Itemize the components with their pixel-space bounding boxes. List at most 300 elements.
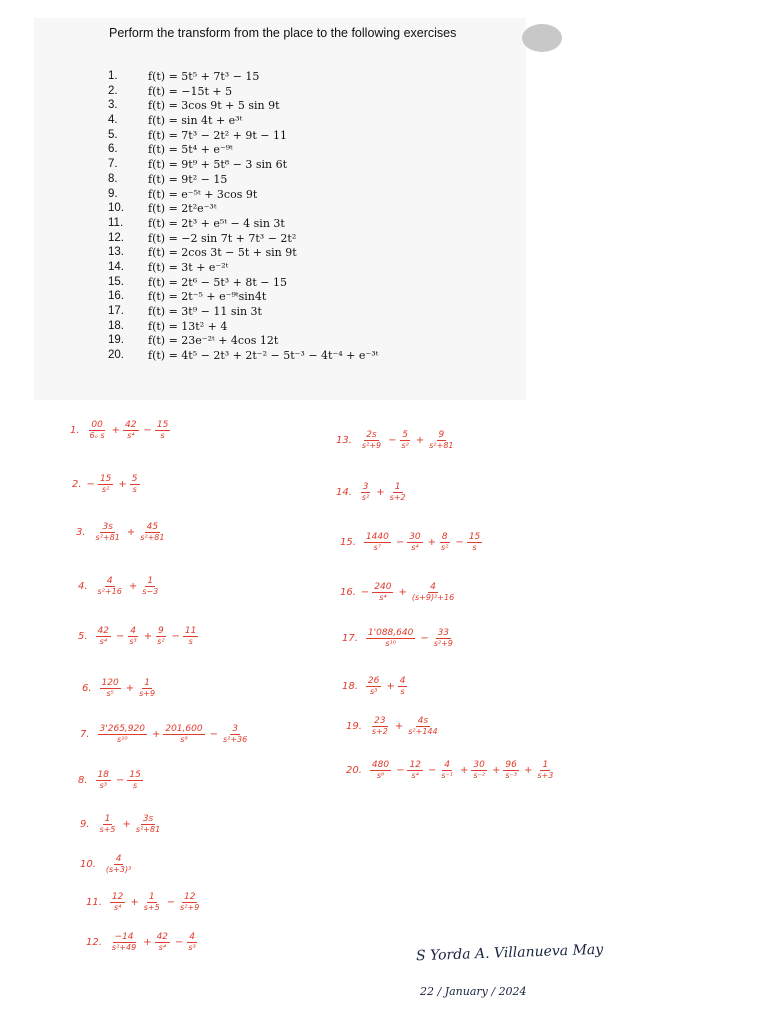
denominator: s² (361, 493, 370, 502)
exercise-number: 7. (108, 158, 118, 171)
numerator: 12 (111, 892, 124, 902)
denominator: s (400, 687, 405, 696)
fraction (439, 532, 450, 553)
denominator: s+5 (99, 825, 116, 834)
fraction (360, 482, 371, 503)
numerator: 9 (157, 626, 164, 636)
operator: − (209, 729, 218, 740)
answer-term (420, 628, 455, 649)
numerator: 30 (473, 760, 485, 770)
exercise-function: f(t) = 3t⁹ − 11 sin 3t (148, 305, 262, 318)
fraction (398, 676, 408, 697)
answer-term (116, 626, 139, 647)
answer-term (107, 892, 125, 913)
answer-term (144, 626, 167, 647)
answer-term (361, 532, 391, 553)
answer-term (398, 582, 456, 603)
fraction (98, 474, 113, 495)
answer-term (428, 532, 451, 553)
answer-number: 12. (86, 937, 102, 948)
denominator: s²+16 (97, 587, 122, 596)
denominator: s⁴ (379, 593, 387, 602)
exercise-number: 14. (108, 260, 124, 273)
answer-number: 17. (342, 633, 358, 644)
numerator: 1'088,640 (367, 628, 414, 638)
numerator: 1 (147, 576, 154, 586)
operator: + (415, 435, 425, 446)
answer-12 (86, 932, 198, 953)
numerator: 42 (97, 626, 109, 636)
answer-8 (78, 770, 143, 791)
denominator: s⁷ (373, 543, 382, 552)
operator: + (398, 587, 407, 598)
answer-2 (72, 474, 140, 495)
fraction (432, 628, 455, 649)
fraction (366, 676, 381, 697)
fraction (98, 724, 147, 745)
numerator: 1 (148, 892, 155, 902)
numerator: 3s (142, 814, 154, 824)
numerator: 12 (409, 760, 421, 770)
numerator: 33 (437, 628, 450, 638)
numerator: 240 (374, 582, 392, 592)
answer-number: 1. (70, 425, 80, 436)
exercise-number: 6. (108, 143, 118, 156)
exercise-function: f(t) = 4t⁵ − 2t³ + 2t⁻² − 5t⁻³ − 4t⁻⁴ + e⁻³ᵗ (148, 349, 379, 363)
answer-term (376, 482, 407, 503)
answer-number: 9. (80, 819, 90, 830)
answer-term (395, 716, 440, 737)
denominator: s⁶ (376, 771, 385, 780)
operator: + (386, 681, 395, 692)
answer-term (95, 724, 147, 745)
answer-20 (346, 760, 555, 781)
operator: + (427, 537, 437, 548)
answer-6 (82, 678, 157, 699)
numerator: 1 (394, 482, 401, 492)
denominator: s⁴ (411, 543, 419, 552)
answer-term (118, 474, 139, 495)
answer-number: 6. (82, 683, 92, 694)
numerator: 42 (125, 420, 137, 430)
denominator: s³ (129, 637, 137, 646)
operator: − (427, 765, 437, 776)
numerator: 8 (441, 532, 448, 542)
operator: + (111, 425, 121, 436)
operator: + (128, 581, 138, 592)
numerator: 201,600 (165, 724, 203, 734)
numerator: 480 (371, 760, 390, 770)
operator: + (125, 683, 135, 694)
operator: − (396, 765, 405, 776)
fraction (155, 932, 170, 953)
fraction (221, 724, 249, 745)
numerator: 2s (366, 430, 377, 440)
numerator: 12 (183, 892, 196, 902)
fraction (88, 420, 107, 441)
fraction (96, 576, 124, 597)
denominator: s²+81 (135, 825, 161, 834)
signature-date: 22 / January / 2024 (420, 985, 527, 998)
fraction (96, 770, 111, 791)
fraction (388, 482, 408, 503)
answer-number: 16. (340, 587, 356, 598)
exercise-function: f(t) = 7t³ − 2t² + 9t − 11 (148, 128, 287, 142)
operator: − (388, 435, 397, 446)
answer-term (388, 430, 411, 451)
answer-3 (76, 522, 166, 543)
fraction (183, 626, 198, 647)
fraction (104, 854, 133, 875)
numerator: 4 (399, 676, 406, 686)
numerator: 42 (156, 932, 169, 942)
denominator: s (188, 637, 193, 646)
fraction (110, 892, 125, 913)
fraction (186, 932, 197, 953)
operator: + (143, 937, 152, 948)
denominator: s²+36 (222, 735, 248, 744)
answer-number: 7. (80, 729, 90, 740)
exercise-function: f(t) = 9t⁹ + 5t⁸ − 3 sin 6t (148, 158, 288, 172)
exercise-function: f(t) = 2t⁶ − 5t³ + 8t − 15 (148, 275, 287, 289)
operator: + (491, 765, 501, 776)
answer-term (91, 522, 122, 543)
answer-term (85, 420, 107, 441)
exercise-function: f(t) = 23e⁻²ᵗ + 4cos 12t (148, 334, 279, 348)
exercise-number: 5. (108, 128, 118, 141)
answer-18 (342, 676, 407, 697)
operator: + (459, 765, 469, 776)
denominator: s (472, 543, 477, 552)
operator: − (175, 937, 184, 948)
denominator: s⁻¹ (441, 771, 453, 780)
fraction (370, 760, 391, 781)
fraction (155, 626, 166, 647)
numerator: 4 (115, 854, 122, 864)
answer-13 (336, 430, 456, 451)
denominator: s+3 (537, 771, 554, 780)
denominator: s (160, 431, 165, 440)
exercise-number: 13. (108, 246, 124, 259)
fraction (94, 522, 122, 543)
answer-1 (70, 420, 170, 441)
denominator: s² (157, 637, 165, 646)
answer-number: 8. (78, 775, 88, 786)
answer-term (143, 932, 170, 953)
answer-number: 2. (72, 479, 82, 490)
answer-term (416, 430, 456, 451)
exercise-function: f(t) = 2t³ + e⁵ᵗ − 4 sin 3t (148, 216, 285, 230)
operator: − (395, 537, 405, 548)
denominator: s²+9 (433, 639, 453, 648)
denominator: s (132, 485, 137, 494)
exercise-function: f(t) = 2t²e⁻³ᵗ (148, 202, 217, 216)
answer-19 (346, 716, 440, 737)
answer-term (357, 482, 371, 503)
fraction (410, 582, 456, 603)
denominator: s+2 (371, 727, 388, 736)
fraction (503, 760, 519, 781)
exercise-number: 4. (108, 114, 118, 127)
denominator: s⁴ (158, 943, 166, 952)
fraction (427, 430, 455, 451)
answer-number: 19. (346, 721, 362, 732)
operator: + (122, 819, 131, 830)
exercise-function: f(t) = −15t + 5 (148, 84, 233, 98)
answer-number: 11. (86, 897, 102, 908)
fraction (96, 626, 111, 647)
denominator: s²+81 (429, 441, 454, 450)
fraction (178, 892, 201, 913)
denominator: s⁴ (99, 637, 107, 646)
answer-term (129, 576, 160, 597)
answer-term (112, 420, 139, 441)
denominator: s¹⁰ (385, 639, 396, 648)
numerator: 3 (232, 724, 238, 734)
numerator: 30 (409, 532, 421, 542)
exercise-number: 9. (108, 187, 118, 200)
numerator: 4 (106, 576, 113, 586)
answer-4 (78, 576, 160, 597)
answer-term (93, 626, 111, 647)
exercise-number: 17. (108, 305, 124, 317)
operator: + (523, 765, 533, 776)
answer-number: 20. (346, 765, 362, 776)
answer-number: 18. (342, 681, 358, 692)
answer-term (428, 760, 455, 781)
operator: + (130, 897, 139, 908)
answer-term (107, 932, 138, 953)
numerator: 4 (130, 626, 136, 636)
numerator: 3s (102, 522, 113, 532)
exercise-function: f(t) = e⁻⁵ᵗ + 3cos 9t (148, 187, 258, 201)
numerator: 1 (542, 760, 549, 770)
answer-term (367, 716, 390, 737)
answer-term (152, 724, 205, 745)
numerator: 5 (402, 430, 409, 440)
answer-term (455, 532, 482, 553)
operator: − (166, 897, 176, 908)
numerator: −14 (114, 932, 134, 942)
answer-5 (78, 626, 198, 647)
denominator: (s+3)³ (105, 865, 132, 874)
operator: − (171, 631, 180, 642)
denominator: s⁴ (411, 771, 419, 780)
numerator: 18 (97, 770, 109, 780)
answer-term (172, 626, 199, 647)
denominator: s³ (99, 781, 107, 790)
fraction (364, 532, 391, 553)
operator: + (126, 527, 136, 538)
denominator: s⁻² (473, 771, 485, 780)
denominator: s⁵ (106, 689, 114, 698)
denominator: s² (441, 543, 449, 552)
answer-term (396, 760, 423, 781)
answer-term (123, 814, 163, 835)
denominator: (s+9)²+16 (411, 593, 455, 602)
fraction (127, 770, 142, 791)
answer-term (93, 770, 111, 791)
denominator: s² (401, 441, 409, 450)
answer-term (130, 892, 161, 913)
numerator: 5 (131, 474, 138, 484)
exercise-number: 2. (108, 84, 118, 97)
fraction (137, 678, 157, 699)
answer-term (167, 892, 202, 913)
exercise-number: 3. (108, 99, 118, 112)
answer-15 (340, 532, 482, 553)
denominator: s+5 (143, 903, 160, 912)
operator: − (455, 537, 464, 548)
fraction (100, 678, 121, 699)
fraction (98, 814, 118, 835)
operator: + (151, 729, 161, 740)
fraction (110, 932, 138, 953)
numerator: 120 (101, 678, 119, 688)
answer-number: 15. (340, 537, 356, 548)
fraction (439, 760, 455, 781)
answer-term (87, 474, 114, 495)
numerator: 1440 (365, 532, 389, 542)
fraction (535, 760, 555, 781)
denominator: s²+81 (140, 533, 165, 542)
fraction (155, 420, 170, 441)
denominator: s⁴ (113, 903, 122, 912)
answer-number: 13. (336, 435, 352, 446)
answer-16 (340, 582, 456, 603)
answer-term (97, 678, 121, 699)
denominator: s⁴ (127, 431, 135, 440)
answer-9 (80, 814, 162, 835)
denominator: s³ (369, 687, 378, 696)
exercise-number: 10. (108, 202, 124, 215)
denominator: 6ₒ s (89, 431, 105, 440)
denominator: s²+81 (95, 533, 120, 542)
answer-term (460, 760, 487, 781)
numerator: 00 (91, 420, 103, 430)
answer-term (492, 760, 519, 781)
operator: + (376, 487, 385, 498)
answer-term (210, 724, 250, 745)
numerator: 1 (144, 678, 150, 688)
exercise-function: f(t) = 2cos 3t − 5t + sin 9t (148, 246, 297, 260)
fraction (407, 760, 422, 781)
numerator: 23 (374, 716, 386, 726)
answer-term (367, 760, 391, 781)
exercise-number: 16. (108, 290, 124, 303)
answer-17 (342, 628, 455, 649)
answer-term (363, 628, 415, 649)
denominator: s⁻³ (505, 771, 517, 780)
denominator: s−3 (142, 587, 159, 596)
answer-number: 3. (76, 527, 86, 538)
operator: − (86, 479, 95, 490)
answer-10 (80, 854, 133, 875)
answer-term (357, 430, 383, 451)
fraction (127, 626, 138, 647)
answer-number: 10. (80, 859, 96, 870)
denominator: s² (101, 485, 110, 494)
answer-term (144, 420, 171, 441)
answer-term (126, 678, 157, 699)
numerator: 3 (362, 482, 369, 492)
exercise-number: 19. (108, 334, 124, 347)
fraction (138, 522, 166, 543)
sheet-heading: Perform the transform from the place to the following exercises (109, 26, 457, 40)
numerator: 3'265,920 (99, 724, 145, 734)
answer-term (396, 532, 423, 553)
denominator: s+9 (139, 689, 156, 698)
exercise-function: f(t) = 3t + e⁻²ᵗ (148, 260, 229, 274)
exercise-function: f(t) = sin 4t + e³ᵗ (148, 114, 243, 128)
numerator: 15 (468, 532, 481, 542)
answer-number: 4. (78, 581, 88, 592)
operator: − (143, 425, 152, 436)
fraction (407, 532, 422, 553)
fraction (130, 474, 140, 495)
numerator: 45 (146, 522, 159, 532)
exercise-number: 18. (108, 319, 124, 332)
exercise-function: f(t) = 13t² + 4 (148, 319, 228, 333)
fraction (163, 724, 204, 745)
exercise-function: f(t) = −2 sin 7t + 7t³ − 2t² (148, 231, 297, 245)
exercise-function: f(t) = 5t⁵ + 7t³ − 15 (148, 70, 260, 83)
answer-term (175, 932, 198, 953)
numerator: 1 (104, 814, 111, 824)
answer-11 (86, 892, 201, 913)
exercise-number: 20. (108, 349, 124, 362)
fraction (360, 430, 383, 451)
exercise-function: f(t) = 2t⁻⁵ + e⁻⁹ᵗsin4t (148, 290, 267, 304)
fraction (366, 628, 415, 649)
fraction (471, 760, 487, 781)
answer-term (386, 676, 407, 697)
fraction (406, 716, 439, 737)
operator: − (360, 587, 370, 598)
exercise-number: 8. (108, 172, 118, 185)
denominator: s (133, 781, 138, 790)
answer-term (524, 760, 555, 781)
fraction (140, 576, 160, 597)
denominator: s+2 (389, 493, 406, 502)
fraction (370, 716, 390, 737)
answer-term (101, 854, 133, 875)
numerator: 4s (417, 716, 429, 726)
numerator: 11 (184, 626, 197, 636)
exercise-number: 12. (108, 231, 124, 244)
denominator: s²+144 (408, 727, 438, 736)
answer-term (363, 676, 381, 697)
answer-term (127, 522, 167, 543)
operator: − (116, 631, 125, 642)
answer-term (361, 582, 394, 603)
numerator: 15 (129, 770, 141, 780)
answer-14 (336, 482, 408, 503)
answer-7 (80, 724, 249, 745)
denominator: s⁹ (180, 735, 188, 744)
answer-term (95, 814, 118, 835)
operator: + (394, 721, 404, 732)
answer-term (116, 770, 143, 791)
exercise-function: f(t) = 9t² − 15 (148, 172, 228, 186)
numerator: 96 (505, 760, 517, 770)
answer-number: 14. (336, 487, 352, 498)
operator: + (143, 631, 153, 642)
numerator: 4 (430, 582, 436, 592)
operator: − (116, 775, 125, 786)
denominator: s³ (188, 943, 196, 952)
numerator: 4 (189, 932, 195, 942)
